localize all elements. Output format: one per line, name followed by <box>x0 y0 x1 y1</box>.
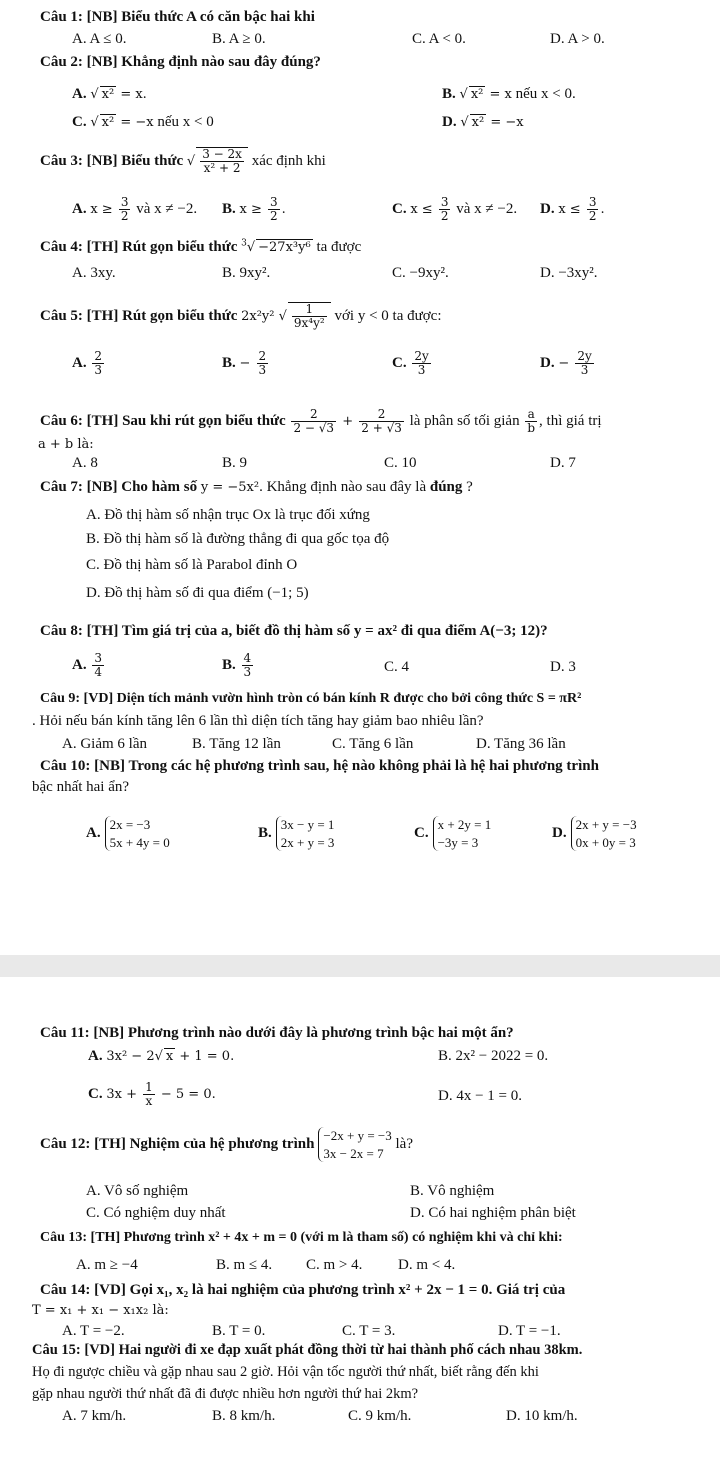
q7-option-c: C. Đồ thị hàm số là Parabol đỉnh O <box>86 557 298 573</box>
question-9-stem: Câu 9: [VD] Diện tích mảnh vườn hình tròn có bán kính R được cho bởi công thức S = πR² <box>40 691 582 706</box>
question-4 <box>40 238 696 257</box>
q3-option-a: A. x ≥ $\frac{3}{2}$ và x ≠ −2. <box>72 195 198 224</box>
q11-option-b: B. 2x² − 2022 = 0. <box>438 1048 549 1064</box>
q15-option-c: C. 9 km/h. <box>348 1408 412 1424</box>
q12-option-d: D. Có hai nghiệm phân biệt <box>410 1205 576 1221</box>
q7-option-a: A. Đồ thị hàm số nhận trục Ox là trục đối xứng <box>86 507 370 523</box>
question-6-stem: Câu 6: [TH] Sau khi rút gọn biểu thức $\frac{2}{2 - √3}$ + $\frac{2}{2 + √3}$ là phân số tối giản $\frac{a}{b}$ , thì giá trị <box>40 407 602 436</box>
q10-option-d: D. 2x + y = −3 0x + 0y = 3 <box>552 817 637 850</box>
q8-option-a: A. $\frac{3}{4}$ <box>72 651 102 680</box>
q14-option-a: A. T = −2. <box>62 1323 125 1339</box>
q2-option-c: C. √ x² = −x nếu x < 0 <box>72 114 214 130</box>
question-1-stem: Câu 1: [NB] Biểu thức A có căn bậc hai khi <box>40 9 315 25</box>
q5-option-c: C. $\frac{2y}{3}$ <box>392 349 429 378</box>
question-3 <box>40 147 696 175</box>
q8-option-c: C. 4 <box>384 659 410 675</box>
question-5 <box>40 302 696 330</box>
question-13 <box>40 1229 696 1247</box>
q15-option-d: D. 10 km/h. <box>506 1408 578 1424</box>
q3-option-d: D. x ≤ $\frac{3}{2}$ . <box>540 195 605 224</box>
q11-option-d: D. 4x − 1 = 0. <box>438 1088 523 1104</box>
q10-option-a: A. 2x = −3 5x + 4y = 0 <box>86 817 170 850</box>
q13-option-c: C. m > 4. <box>306 1257 363 1273</box>
q1-option-a: A. A ≤ 0. <box>72 31 127 47</box>
question-11 <box>40 1024 696 1043</box>
question-15-line1: Câu 15: [VD] Hai người đi xe đạp xuất phát đồng thời từ hai thành phố cách nhau 38km. <box>32 1342 583 1358</box>
question-14 <box>40 1281 696 1300</box>
q12-option-b: B. Vô nghiệm <box>410 1183 495 1199</box>
q6-option-d: D. 7 <box>550 455 576 471</box>
question-14-stem: Câu 14: [VD] Gọi x₁, x₂ là hai nghiệm của phương trình x² + 2x − 1 = 0. Giá trị của <box>40 1282 566 1298</box>
question-2-stem: Câu 2: [NB] Khẳng định nào sau đây đúng? <box>40 54 321 70</box>
q13-option-d: D. m < 4. <box>398 1257 456 1273</box>
q14-option-b: B. T = 0. <box>212 1323 266 1339</box>
q9-option-a: A. Giảm 6 lần <box>62 736 147 752</box>
question-1 <box>40 8 696 27</box>
q15-option-a: A. 7 km/h. <box>62 1408 127 1424</box>
q5-option-b: B. − $\frac{2}{3}$ <box>222 349 267 378</box>
q11-option-a: A. 3x² − 2√ x + 1 = 0. <box>88 1048 235 1064</box>
q11-option-c: C. 3x + $\frac{1}{x}$ − 5 = 0. <box>88 1080 216 1109</box>
question-2 <box>40 53 696 72</box>
q9-option-c: C. Tăng 6 lần <box>332 736 414 752</box>
q6-option-a: A. 8 <box>72 455 98 471</box>
q4-option-c: C. −9xy². <box>392 265 449 281</box>
q2-option-b: B. √ x² = x nếu x < 0. <box>442 86 576 102</box>
q9-option-b: B. Tăng 12 lần <box>192 736 281 752</box>
question-15 <box>32 1341 696 1359</box>
question-8 <box>40 622 696 641</box>
question-9-line2: . Hỏi nếu bán kính tăng lên 6 lần thì diện tích tăng hay giảm bao nhiêu lần? <box>32 713 484 729</box>
q13-option-a: A. m ≥ −4 <box>76 1257 138 1273</box>
q14-option-c: C. T = 3. <box>342 1323 396 1339</box>
q10-option-c: C. x + 2y = 1 −3y = 3 <box>414 817 492 850</box>
q12-option-c: C. Có nghiệm duy nhất <box>86 1205 226 1221</box>
question-10-line2: bậc nhất hai ẩn? <box>32 779 130 795</box>
q3-option-c: C. x ≤ $\frac{3}{2}$ và x ≠ −2. <box>392 195 518 224</box>
q7-option-b: B. Đồ thị hàm số là đường thẳng đi qua gốc tọa độ <box>86 531 390 547</box>
question-7-stem: Câu 7: [NB] Cho hàm số y = −5x². Khẳng định nào sau đây là đúng ? <box>40 479 473 495</box>
q6-option-c: C. 10 <box>384 455 417 471</box>
q2-option-a: A. √ x² = x. <box>72 86 147 102</box>
q14-option-d: D. T = −1. <box>498 1323 561 1339</box>
q15-option-b: B. 8 km/h. <box>212 1408 276 1424</box>
q5-option-d: D. − $\frac{2y}{3}$ <box>540 349 592 378</box>
q8-option-b: B. $\frac{4}{3}$ <box>222 651 252 680</box>
q9-option-d: D. Tăng 36 lần <box>476 736 566 752</box>
q12-option-a: A. Vô số nghiệm <box>86 1183 189 1199</box>
q5-option-a: A. $\frac{2}{3}$ <box>72 349 102 378</box>
question-3-stem: Câu 3: [NB] Biểu thức √ $\frac{3 - 2x}{\text{x² + 2}}$ xác định khi <box>40 147 326 176</box>
q6-option-b: B. 9 <box>222 455 248 471</box>
q2-option-d: D. √ x² = −x <box>442 114 524 130</box>
q1-option-d: D. A > 0. <box>550 31 605 47</box>
question-15-line2: Họ đi ngược chiều và gặp nhau sau 2 giờ. Hỏi vận tốc người thứ nhất, biết rằng đến khi <box>32 1364 539 1380</box>
q8-option-d: D. 3 <box>550 659 576 675</box>
question-12 <box>40 1127 696 1162</box>
q1-option-c: C. A < 0. <box>412 31 466 47</box>
question-10-stem: Câu 10: [NB] Trong các hệ phương trình sau, hệ nào không phải là hệ hai phương trình <box>40 758 599 774</box>
question-7 <box>40 478 696 497</box>
q10-option-b: B. 3x − y = 1 2x + y = 3 <box>258 817 335 850</box>
question-15-line3: gặp nhau người thứ nhất đã đi được nhiều hơn người thứ hai 2km? <box>32 1386 419 1402</box>
q7-option-d: D. Đồ thị hàm số đi qua điểm (−1; 5) <box>86 585 309 601</box>
question-11-stem: Câu 11: [NB] Phương trình nào dưới đây là phương trình bậc hai một ẩn? <box>40 1025 514 1041</box>
page-separator <box>0 955 720 977</box>
q4-option-a: A. 3xy. <box>72 265 116 281</box>
question-13-stem: Câu 13: [TH] Phương trình x² + 4x + m = 0 (với m là tham số) có nghiệm khi và chỉ khi: <box>40 1230 563 1245</box>
question-12-stem: Câu 12: [TH] Nghiệm của hệ phương trình −2x + y = −3 3x − 2x = 7 là? <box>40 1128 413 1161</box>
question-8-stem: Câu 8: [TH] Tìm giá trị của a, biết đồ thị hàm số y = ax² đi qua điểm A(−3; 12)? <box>40 623 548 639</box>
q4-option-d: D. −3xy². <box>540 265 598 281</box>
question-5-stem: Câu 5: [TH] Rút gọn biểu thức 2x²y² √ $\frac{1}{\text{9x⁴y²}}$ với y < 0 ta được: <box>40 302 442 331</box>
question-6-line2: a + b là: <box>38 437 94 452</box>
question-9 <box>40 690 696 708</box>
question-6 <box>40 408 696 435</box>
q3-option-b: B. x ≥ $\frac{3}{2}$ . <box>222 195 286 224</box>
question-14-line2: T = x₁ + x₁ − x₁x₂ là: <box>32 1303 169 1318</box>
q4-option-b: B. 9xy². <box>222 265 271 281</box>
q13-option-b: B. m ≤ 4. <box>216 1257 273 1273</box>
question-10 <box>40 757 696 776</box>
worksheet-page-2 <box>0 977 720 1463</box>
question-4-stem: Câu 4: [TH] Rút gọn biểu thức $^3$√ −27x³y⁶ ta được <box>40 238 362 255</box>
q1-option-b: B. A ≥ 0. <box>212 31 266 47</box>
